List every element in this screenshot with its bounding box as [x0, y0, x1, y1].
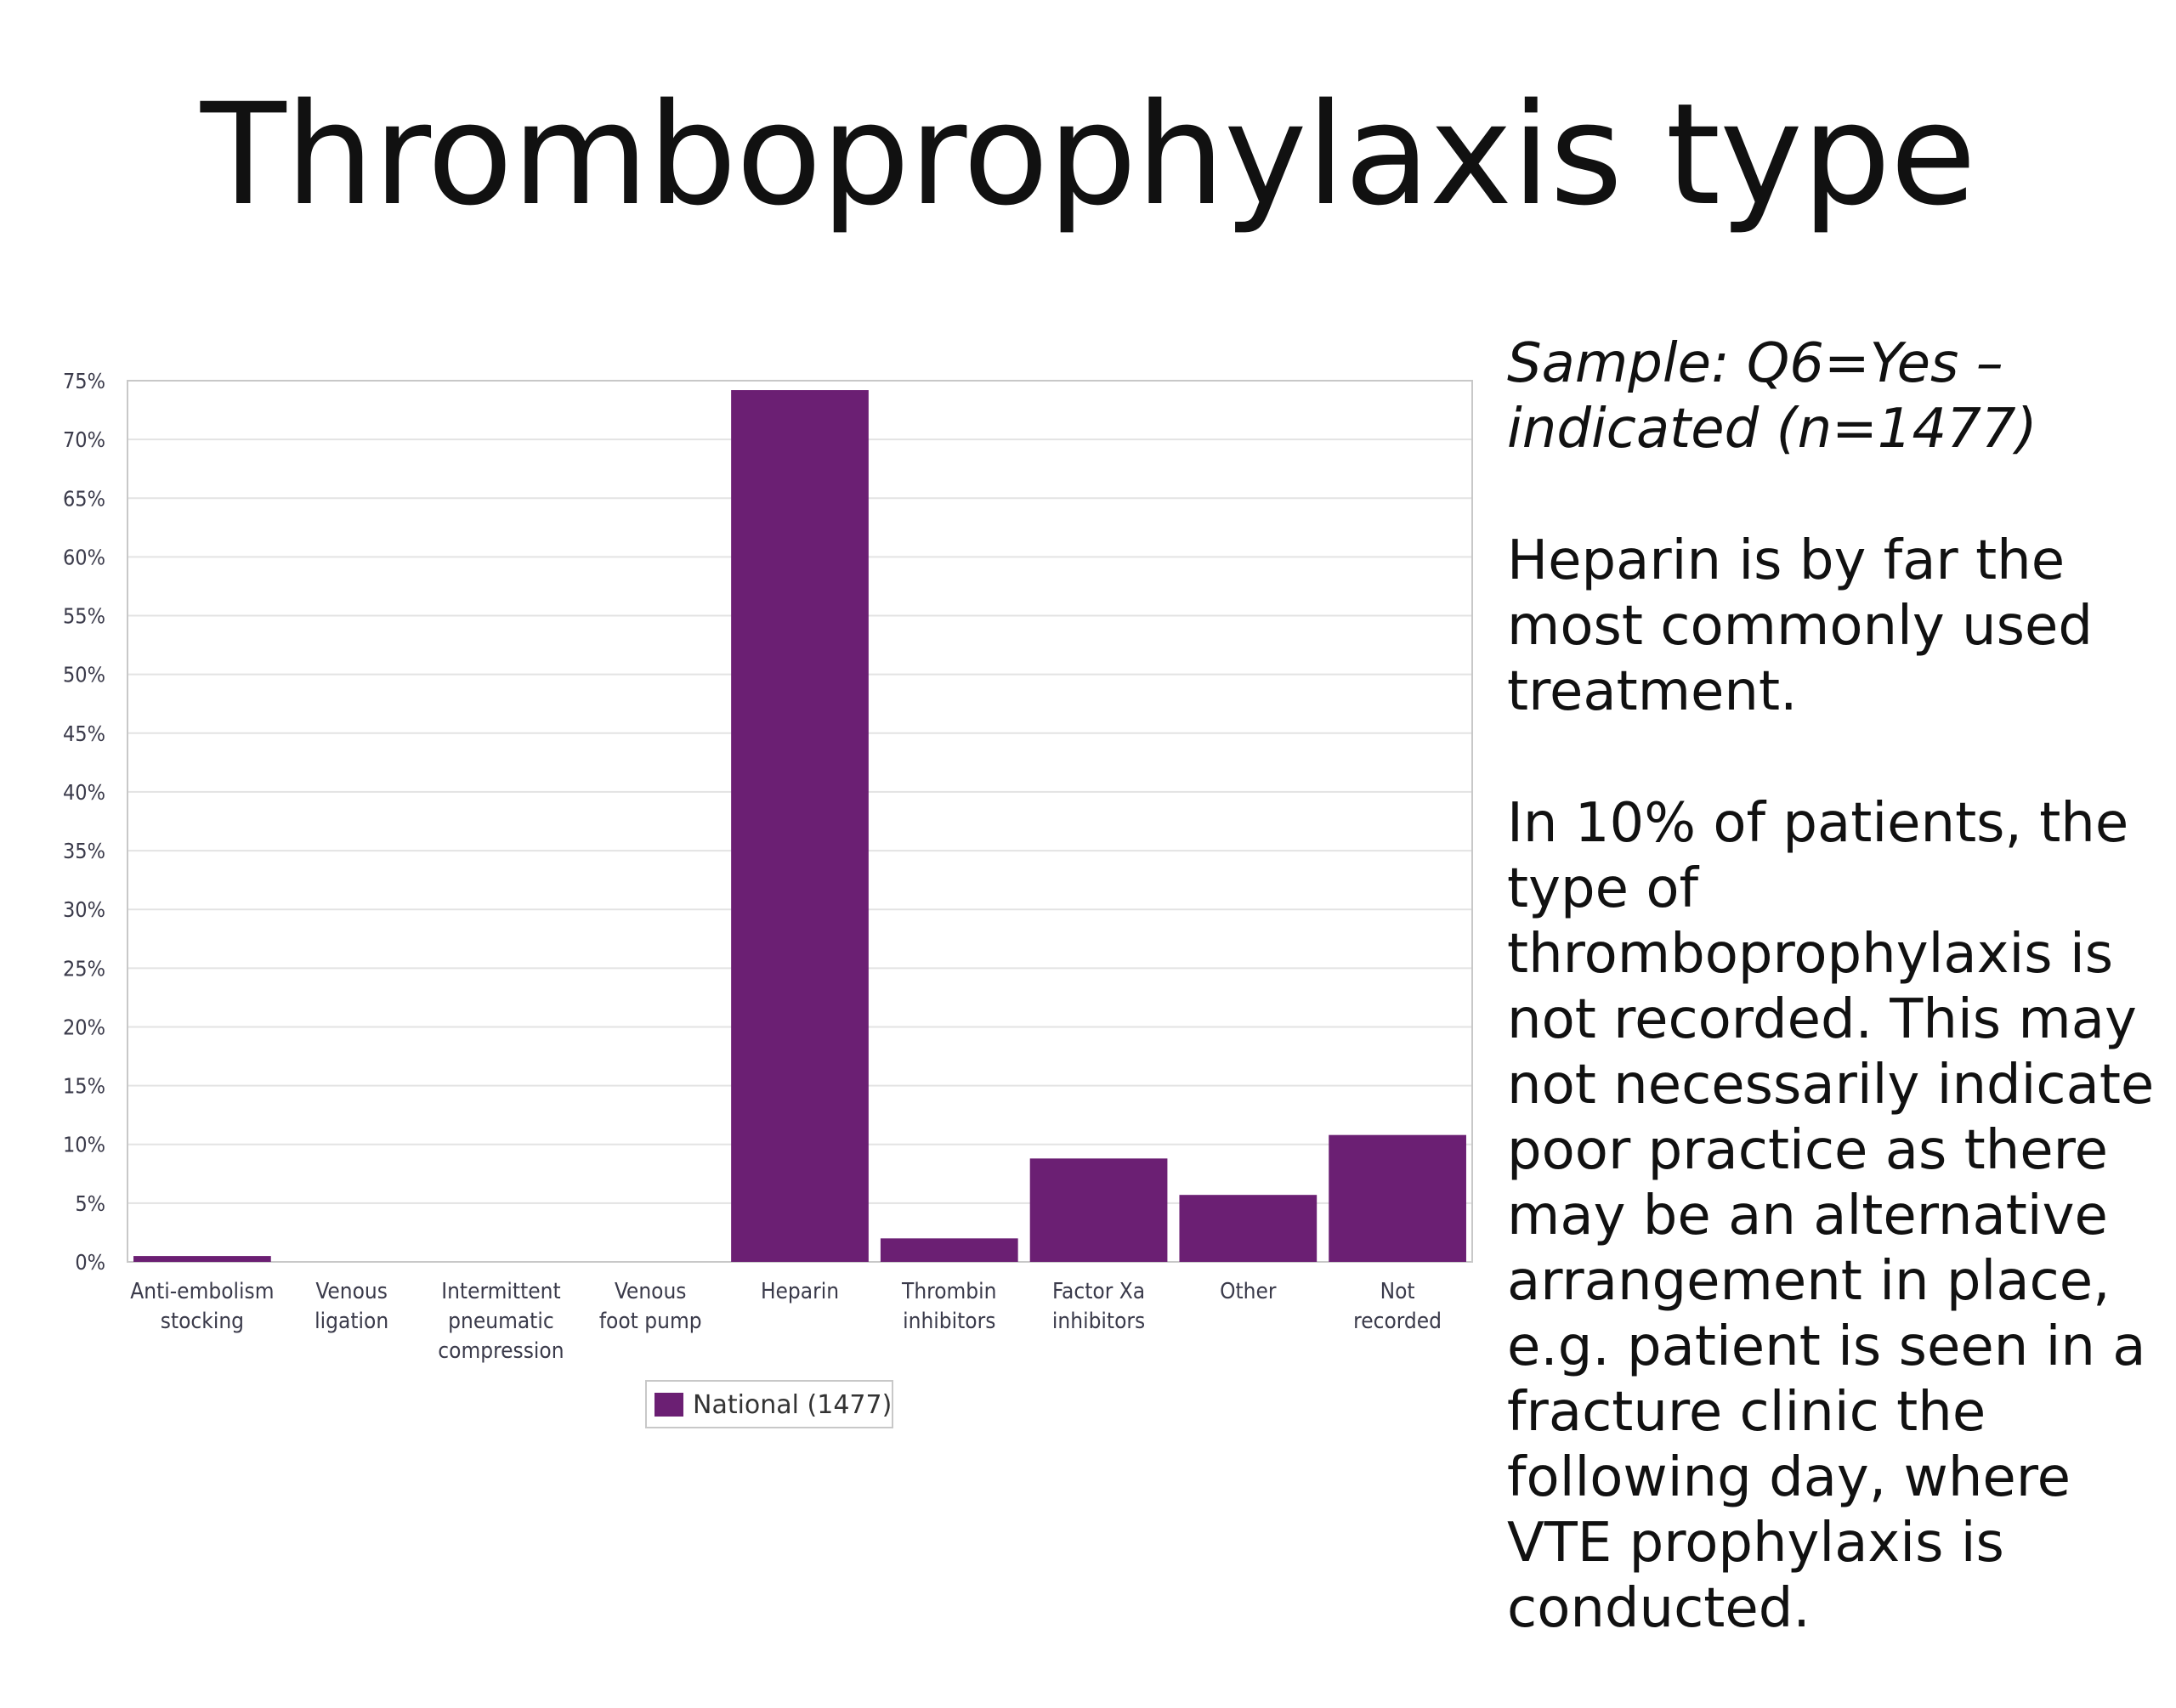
- commentary-not-recorded: In 10% of patients, the type of thromboprophylaxis is not recorded. This may not necessarily indicate poor practice as there may be an alternative arrangement in place, e.g. patient is seen in a fracture clinic the following day, where VTE prophylaxis is conducted.: [1507, 792, 2155, 1640]
- bar: [1030, 1158, 1168, 1262]
- y-tick-label: 75%: [63, 369, 105, 393]
- x-tick-label: Thrombin inhibitors: [902, 1279, 997, 1334]
- y-tick-label: 45%: [63, 721, 105, 746]
- y-tick-label: 30%: [63, 897, 105, 923]
- legend-swatch: [654, 1393, 683, 1417]
- y-tick-label: 15%: [63, 1073, 105, 1099]
- y-tick-label: 55%: [63, 603, 105, 629]
- commentary: [1507, 331, 2162, 1708]
- sample-note: Sample: Q6=Yes – indicated (n=1477): [1507, 332, 2037, 461]
- x-tick-label: Factor Xa inhibitors: [1051, 1279, 1146, 1334]
- y-tick-label: 0%: [75, 1250, 105, 1275]
- x-tick-label: Venous foot pump: [598, 1279, 702, 1334]
- x-tick-label: Not recorded: [1353, 1279, 1442, 1334]
- x-tick-label: Other: [1220, 1279, 1277, 1304]
- y-tick-label: 20%: [63, 1015, 105, 1040]
- bar: [1329, 1135, 1466, 1262]
- bar: [133, 1256, 271, 1262]
- x-tick-label: Anti-embolism stocking: [130, 1279, 275, 1334]
- page-title: Thromboprophylaxis type: [200, 73, 1976, 236]
- x-tick-label: Heparin: [760, 1279, 840, 1304]
- y-tick-label: 60%: [63, 545, 105, 570]
- y-tick-label: 5%: [75, 1191, 105, 1216]
- commentary-heparin: Heparin is by far the most commonly used treatment.: [1507, 529, 2093, 723]
- bar: [881, 1238, 1018, 1262]
- y-tick-label: 65%: [63, 486, 105, 512]
- bar: [731, 390, 869, 1262]
- y-tick-label: 40%: [63, 779, 105, 805]
- x-tick-label: Intermittent pneumatic compression: [438, 1279, 564, 1364]
- bar: [1179, 1195, 1317, 1262]
- y-tick-label: 50%: [63, 662, 105, 687]
- y-tick-label: 25%: [63, 956, 105, 981]
- legend-label: National (1477): [693, 1390, 892, 1420]
- y-tick-label: 35%: [63, 839, 105, 864]
- y-tick-label: 10%: [63, 1132, 105, 1157]
- y-tick-label: 70%: [63, 427, 105, 453]
- x-tick-label: Venous ligation: [314, 1279, 389, 1334]
- legend: [646, 1381, 892, 1428]
